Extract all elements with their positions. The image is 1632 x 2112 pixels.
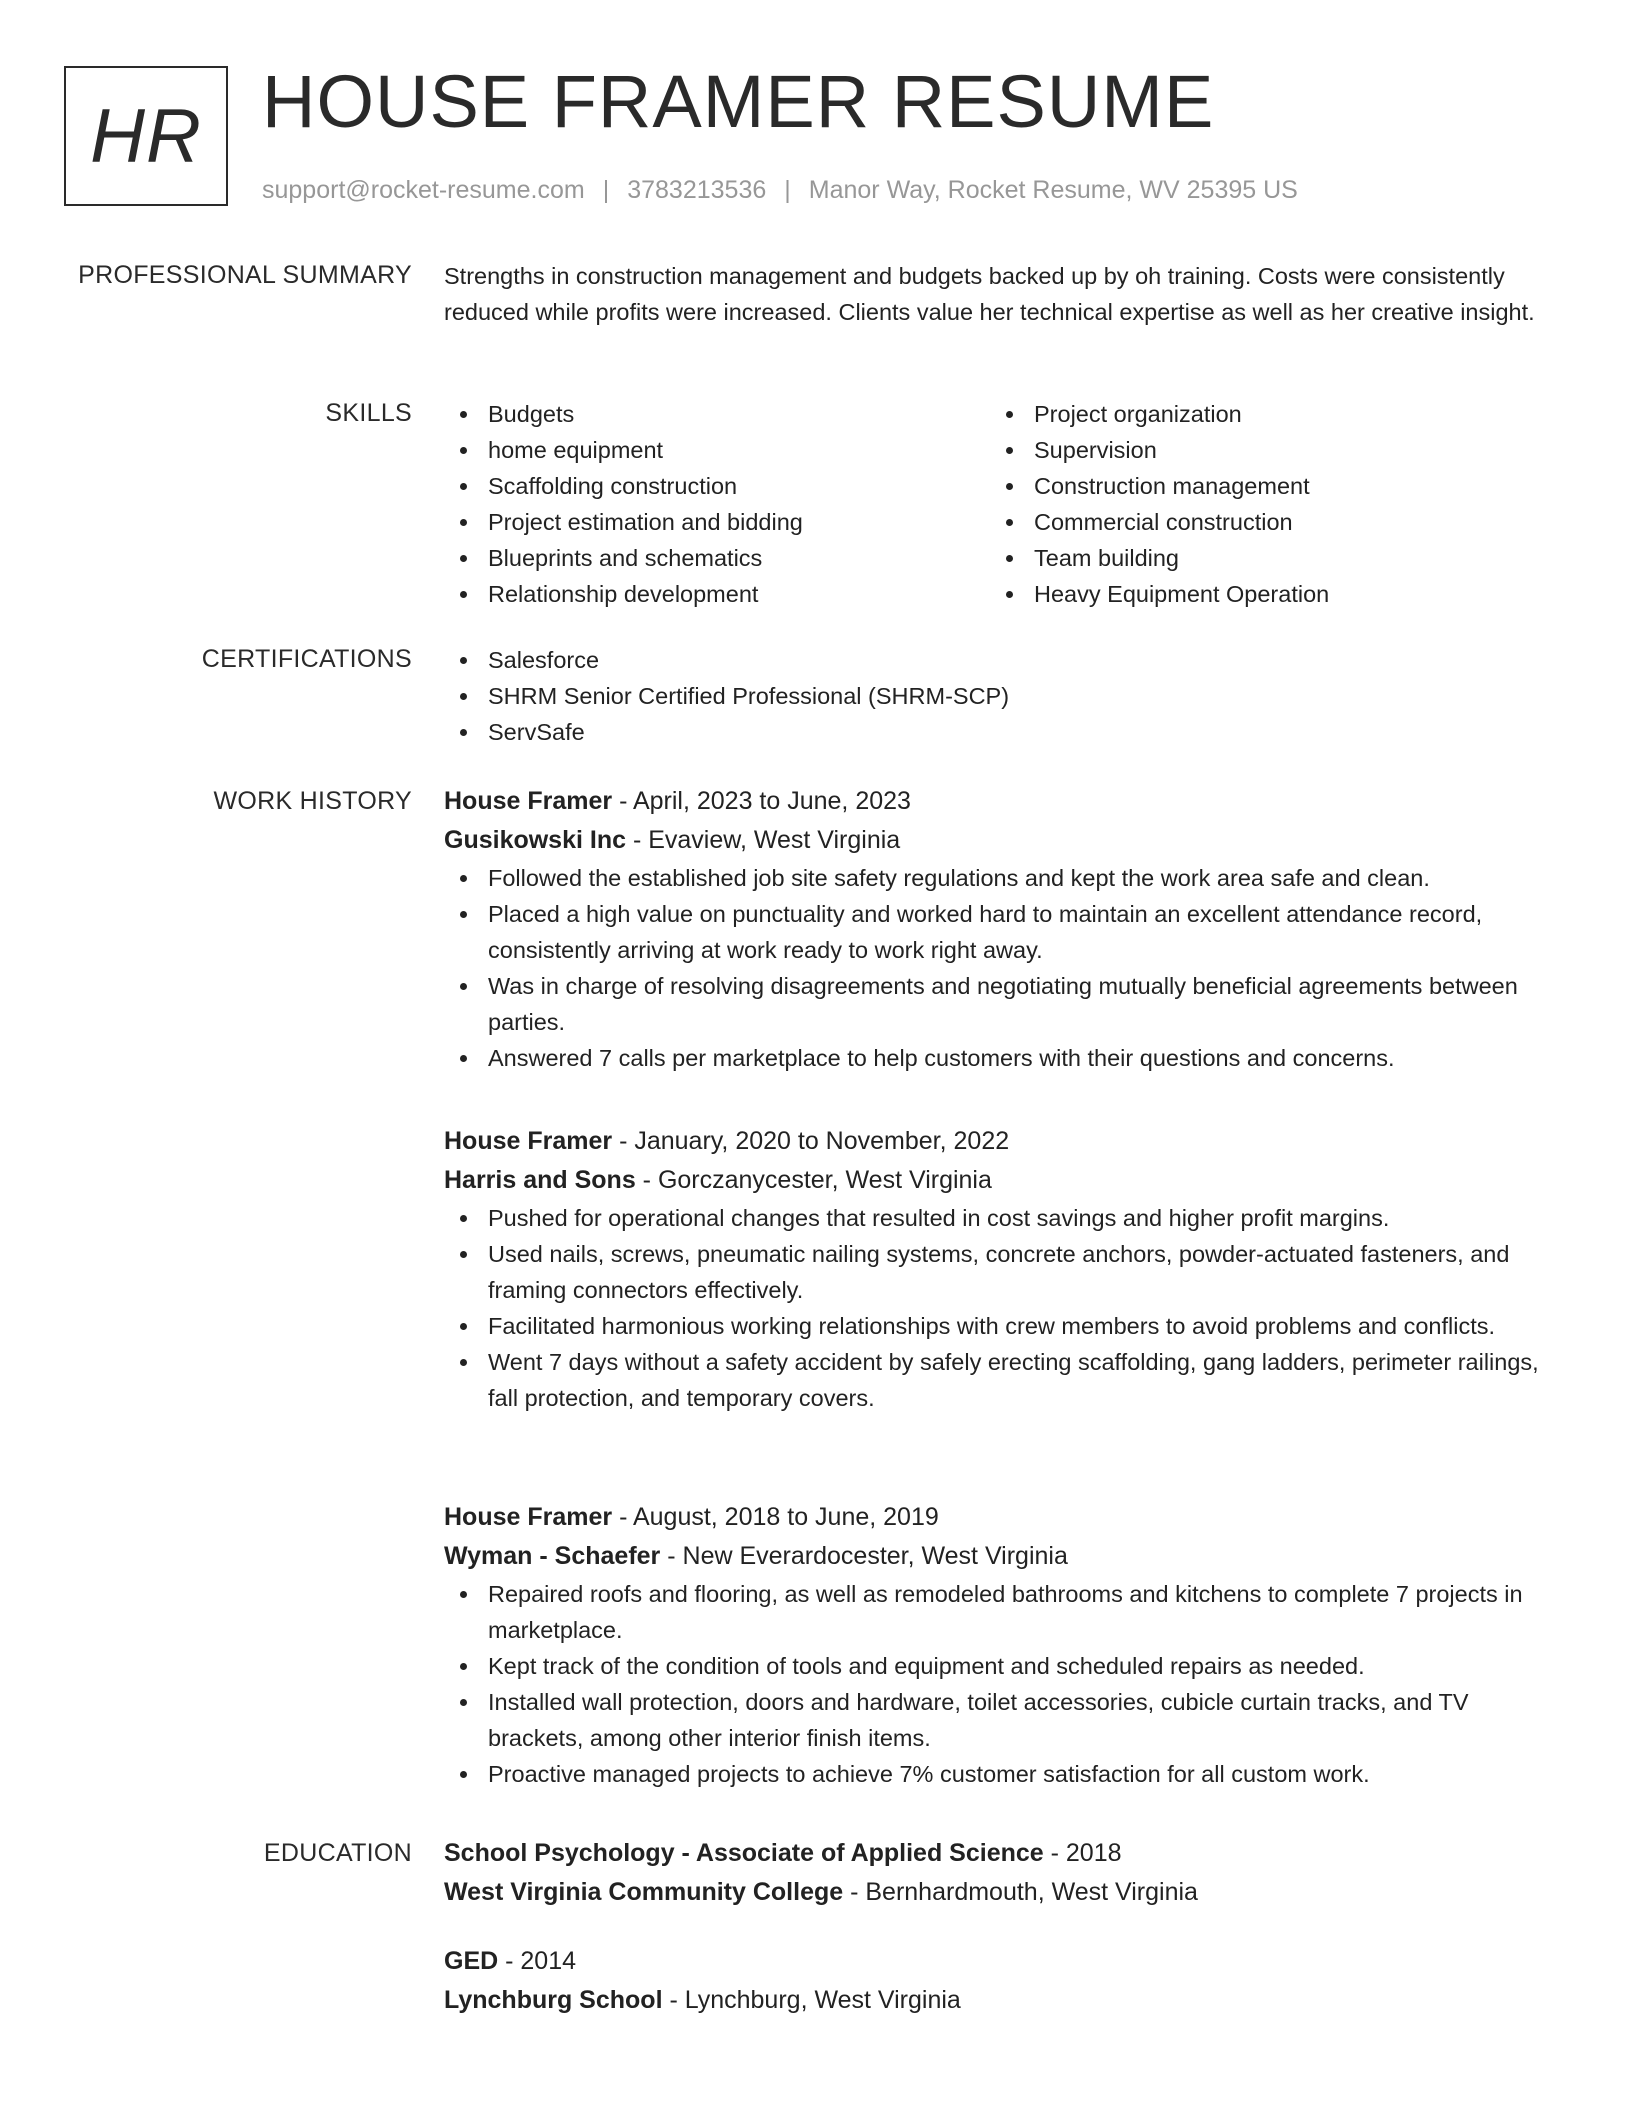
job-entry	[444, 1498, 1564, 1792]
skill-item: Construction management	[990, 468, 1536, 504]
resume-title: HOUSE FRAMER RESUME	[262, 60, 1215, 143]
contact-address: Manor Way, Rocket Resume, WV 25395 US	[808, 176, 1298, 204]
job-dates: - January, 2020 to November, 2022	[612, 1127, 1010, 1155]
contact-phone[interactable]: 3783213536	[627, 176, 767, 204]
summary-text: Strengths in construction management and budgets backed up by oh training. Costs were consistently reduced while profits were increased. Clients value her technical expertise as well as her creative insight.	[444, 263, 1535, 325]
skill-item: Blueprints and schematics	[444, 540, 990, 576]
education-degree: GED	[444, 1947, 499, 1975]
skill-item: Project estimation and bidding	[444, 504, 990, 540]
education-school: West Virginia Community College	[444, 1878, 844, 1906]
job-location: - Evaview, West Virginia	[626, 826, 901, 854]
job-bullet: Facilitated harmonious working relationships with crew members to avoid problems and conflicts.	[444, 1308, 1564, 1344]
contact-separator: |	[602, 176, 610, 204]
job-dates: - April, 2023 to June, 2023	[612, 787, 911, 815]
skills-list-left	[444, 396, 990, 612]
job-bullet: Installed wall protection, doors and hardware, toilet accessories, cubicle curtain tracks, and TV brackets, among other interior finish items.	[444, 1684, 1564, 1756]
job-company-line	[444, 1161, 1564, 1200]
job-bullet: Went 7 days without a safety accident by safely erecting scaffolding, gang ladders, perimeter railings, fall protection, and temporary covers.	[444, 1344, 1564, 1416]
education-school: Lynchburg School	[444, 1986, 663, 2014]
certification-item: ServSafe	[444, 714, 1564, 750]
skill-item: Heavy Equipment Operation	[990, 576, 1536, 612]
job-title-line	[444, 782, 1564, 821]
skill-item: Scaffolding construction	[444, 468, 990, 504]
job-location: - New Everardocester, West Virginia	[660, 1542, 1068, 1570]
contact-separator: |	[784, 176, 791, 204]
skill-item: Project organization	[990, 396, 1536, 432]
job-company-line	[444, 1537, 1564, 1576]
job-company: Harris and Sons	[444, 1166, 636, 1194]
contact-line	[262, 174, 1298, 206]
education-location: - Bernhardmouth, West Virginia	[843, 1878, 1198, 1906]
education-degree-line	[444, 1942, 1564, 1981]
skill-item: Budgets	[444, 396, 990, 432]
education-year: - 2018	[1043, 1839, 1122, 1867]
certification-item: Salesforce	[444, 642, 1564, 678]
education-year: - 2014	[498, 1947, 577, 1975]
job-title-line	[444, 1498, 1564, 1537]
job-bullet: Proactive managed projects to achieve 7% customer satisfaction for all custom work.	[444, 1756, 1564, 1792]
section-label-work-history: WORK HISTORY	[213, 787, 412, 815]
education-school-line	[444, 1873, 1564, 1912]
education-entry	[444, 1942, 1564, 2020]
job-company: Wyman - Schaefer	[444, 1542, 661, 1570]
section-label-summary: PROFESSIONAL SUMMARY	[78, 261, 412, 289]
job-bullets	[444, 1576, 1564, 1792]
job-bullet: Used nails, screws, pneumatic nailing systems, concrete anchors, powder-actuated fasteners, and framing connectors effectively.	[444, 1236, 1564, 1308]
job-location: - Gorczanycester, West Virginia	[635, 1166, 992, 1194]
education-location: - Lynchburg, West Virginia	[662, 1986, 961, 2014]
section-label-education: EDUCATION	[263, 1839, 412, 1867]
certification-item: SHRM Senior Certified Professional (SHRM-SCP)	[444, 678, 1564, 714]
job-bullet: Placed a high value on punctuality and worked hard to maintain an excellent attendance record, consistently arriving at work ready to work right away.	[444, 896, 1564, 968]
section-label-skills: SKILLS	[325, 399, 412, 427]
job-bullet: Repaired roofs and flooring, as well as remodeled bathrooms and kitchens to complete 7 projects in marketplace.	[444, 1576, 1564, 1648]
section-label-certifications: CERTIFICATIONS	[201, 645, 412, 673]
contact-email[interactable]: support@rocket-resume.com	[262, 176, 585, 204]
job-title: House Framer	[444, 787, 613, 815]
job-title-line	[444, 1122, 1564, 1161]
education-school-line	[444, 1981, 1564, 2020]
education-entry	[444, 1834, 1564, 1912]
education-degree: School Psychology - Associate of Applied Science	[444, 1839, 1044, 1867]
job-bullets	[444, 1200, 1564, 1416]
job-company: Gusikowski Inc	[444, 826, 627, 854]
job-title: House Framer	[444, 1127, 613, 1155]
skill-item: home equipment	[444, 432, 990, 468]
job-title: House Framer	[444, 1503, 613, 1531]
job-bullet: Pushed for operational changes that resulted in cost savings and higher profit margins.	[444, 1200, 1564, 1236]
skill-item: Supervision	[990, 432, 1536, 468]
job-bullet: Was in charge of resolving disagreements and negotiating mutually beneficial agreements between parties.	[444, 968, 1564, 1040]
monogram-logo: HR	[64, 66, 228, 206]
skill-item: Commercial construction	[990, 504, 1536, 540]
job-bullet: Answered 7 calls per marketplace to help customers with their questions and concerns.	[444, 1040, 1564, 1076]
skill-item: Relationship development	[444, 576, 990, 612]
skills-list-right	[990, 396, 1536, 612]
certifications-list	[444, 642, 1564, 750]
job-dates: - August, 2018 to June, 2019	[612, 1503, 939, 1531]
job-bullet: Kept track of the condition of tools and equipment and scheduled repairs as needed.	[444, 1648, 1564, 1684]
education-degree-line	[444, 1834, 1564, 1873]
job-bullets	[444, 860, 1564, 1076]
job-entry	[444, 1122, 1564, 1416]
skill-item: Team building	[990, 540, 1536, 576]
job-bullet: Followed the established job site safety regulations and kept the work area safe and clean.	[444, 860, 1564, 896]
job-company-line	[444, 821, 1564, 860]
job-entry	[444, 782, 1564, 1076]
